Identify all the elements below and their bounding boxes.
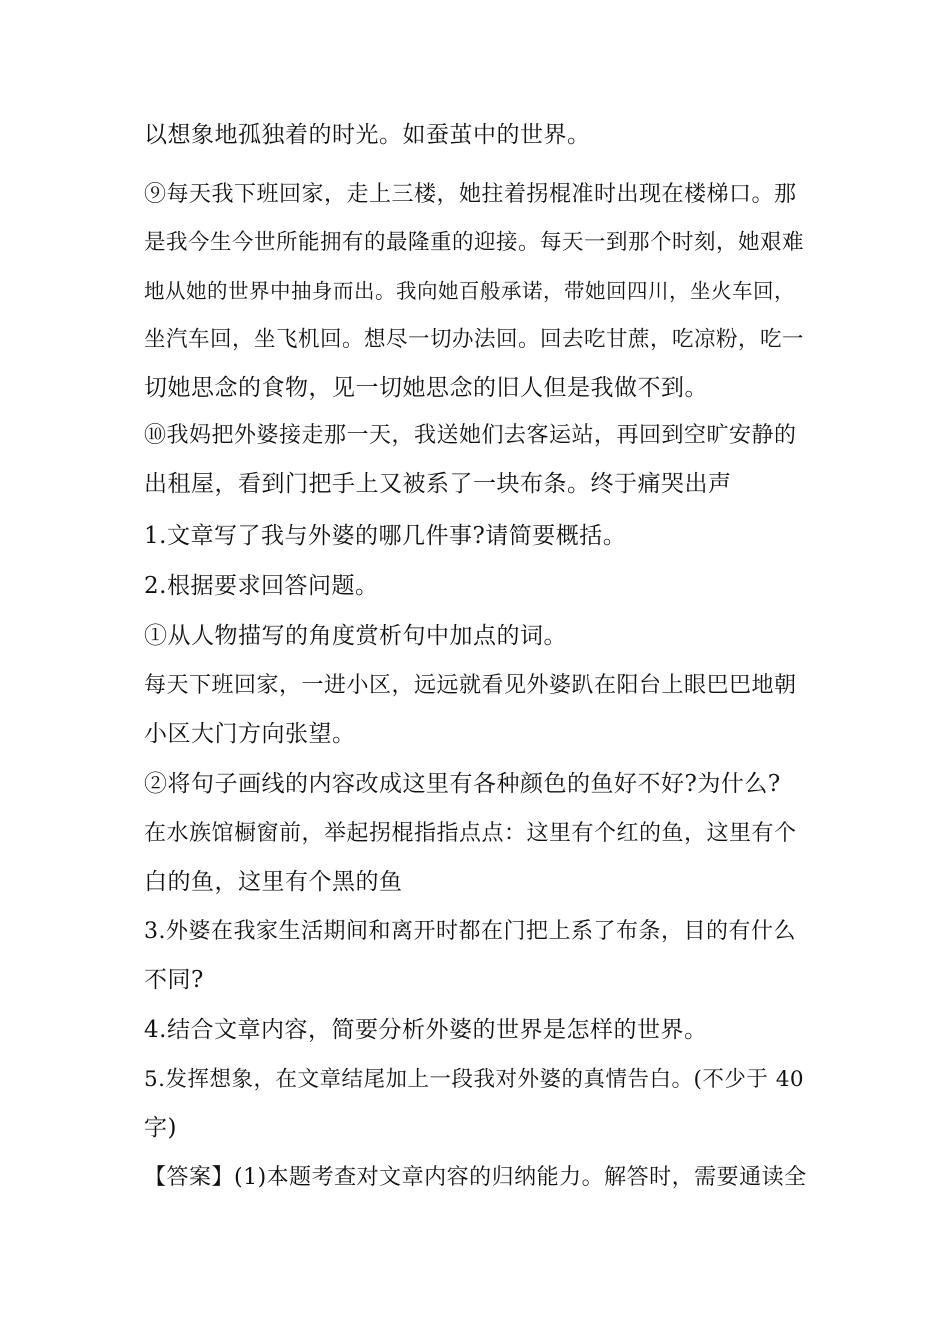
text-line: 切她思念的食物，见一切她思念的旧人但是我做不到。 xyxy=(144,375,708,401)
text-line: ⑨每天我下班回家，走上三楼，她拄着拐棍准时出现在楼梯口。那 xyxy=(144,182,797,207)
question-1: 1.文章写了我与外婆的哪几件事?请简要概括。 xyxy=(144,523,627,549)
quoted-sentence: 白的鱼，这里有个黑的鱼 xyxy=(144,869,403,895)
text-line: 以想象地孤独着的时光。如蚕茧中的世界。 xyxy=(144,122,591,148)
text-line: 是我今生今世所能拥有的最隆重的迎接。每天一到那个时刻，她艰难 xyxy=(144,230,805,255)
text-line: 出租屋，看到门把手上又被系了一块布条。终于痛哭出声 xyxy=(144,471,732,497)
quoted-sentence: 每天下班回家，一进小区，远远就看见外婆趴在阳台上眼巴巴地朝 xyxy=(144,673,797,698)
question-5: 5.发挥想象，在文章结尾加上一段我对外婆的真情告白。(不少于 40 xyxy=(144,1067,805,1092)
question-3: 不同? xyxy=(144,967,204,993)
question-2-part-2: ②将句子画线的内容改成这里有各种颜色的鱼好不好?为什么? xyxy=(144,771,781,797)
quoted-sentence: 在水族馆橱窗前，举起拐棍指指点点：这里有个红的鱼，这里有个 xyxy=(144,821,797,846)
question-3: 3.外婆在我家生活期间和离开时都在门把上系了布条，目的有什么 xyxy=(144,919,796,944)
text-line: ⑩我妈把外婆接走那一天，我送她们去客运站，再回到空旷安静的 xyxy=(144,423,797,448)
question-4: 4.结合文章内容，简要分析外婆的世界是怎样的世界。 xyxy=(144,1017,708,1043)
question-5: 字) xyxy=(144,1115,177,1141)
question-2: 2.根据要求回答问题。 xyxy=(144,573,379,599)
text-line: 坐汽车回，坐飞机回。想尽一切办法回。回去吃甘蔗，吃凉粉，吃一 xyxy=(144,327,805,352)
question-2-part-1: ①从人物描写的角度赏析句中加点的词。 xyxy=(144,623,567,649)
text-line: 地从她的世界中抽身而出。我向她百般承诺，带她回四川，坐火车回， xyxy=(144,279,795,303)
answer-line: 【答案】(1)本题考查对文章内容的归纳能力。解答时，需要通读全 xyxy=(144,1165,807,1190)
quoted-sentence: 小区大门方向张望。 xyxy=(144,721,356,747)
